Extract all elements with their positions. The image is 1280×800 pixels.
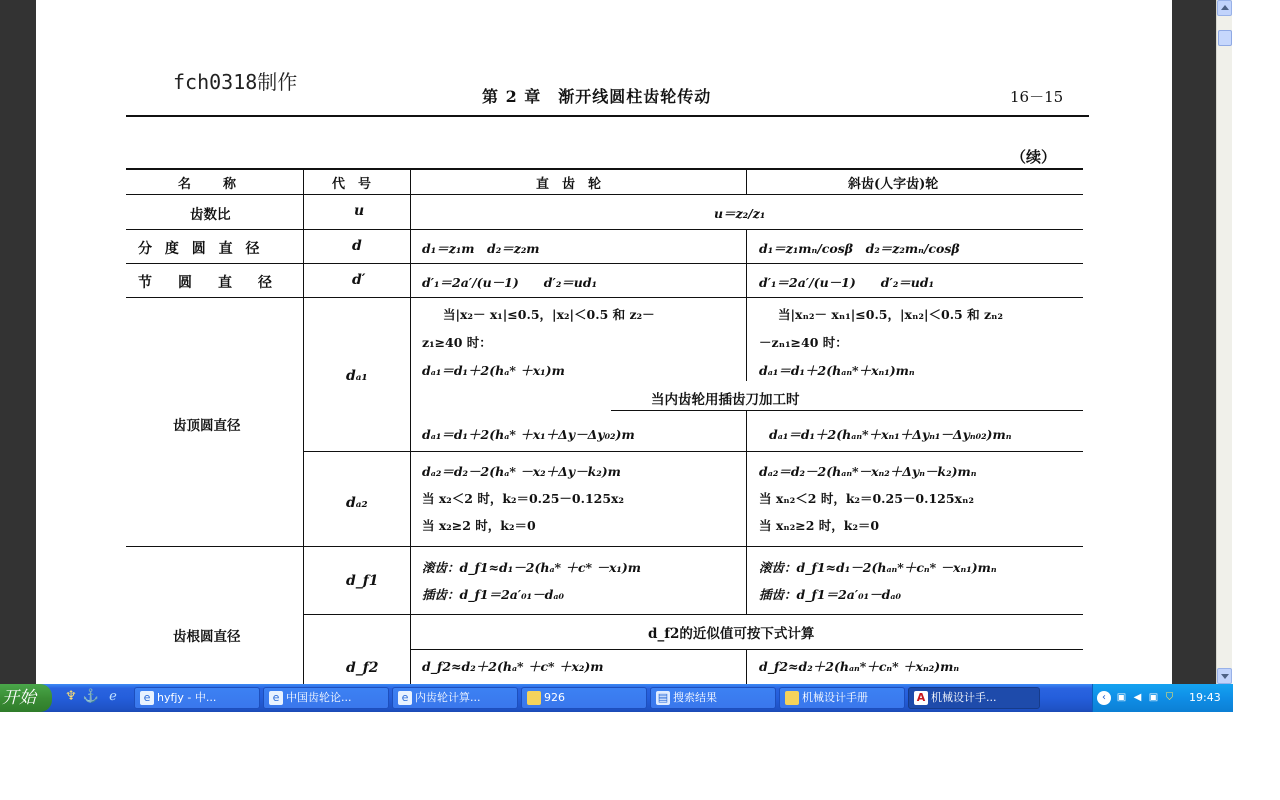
clock[interactable]: 19:43 <box>1189 691 1221 704</box>
left-page-margin <box>0 0 36 684</box>
system-tray <box>1092 684 1233 712</box>
taskbar-button-handbook-folder[interactable] <box>779 687 905 709</box>
taskbar-button-search-results[interactable] <box>650 687 776 709</box>
row-code-pitch-diameter: d′ <box>352 272 366 288</box>
right-page-margin <box>1172 0 1216 684</box>
table-rule <box>126 194 1083 195</box>
taskbar-button-internal-gear-calc[interactable] <box>392 687 518 709</box>
spur-df1-hobbing: 滚齿：d_f1≈d₁－2(hₐ* ＋c* －x₁)m <box>422 560 642 575</box>
task-label: 内齿轮计算... <box>415 691 481 704</box>
spur-df1-shaping: 插齿：d_f1＝2a′₀₁－dₐ₀ <box>422 587 564 602</box>
row-name-pitch-diameter: 节 圆 直 径 <box>138 275 278 291</box>
pdf-icon: A <box>914 691 928 705</box>
table-rule <box>303 168 304 684</box>
row-code-da2: dₐ₂ <box>346 495 368 511</box>
scroll-down-button[interactable] <box>1217 668 1232 684</box>
spur-da2-condition-1: 当 x₂＜2 时，k₂＝0.25－0.125x₂ <box>422 491 624 506</box>
scroll-thumb[interactable] <box>1218 30 1232 46</box>
show-hidden-icons-chevron-icon[interactable]: ‹ <box>1097 691 1111 705</box>
continued-label: （续） <box>1011 148 1057 166</box>
quicklaunch-app-icon[interactable]: ♆ <box>65 689 77 704</box>
chevron-up-icon <box>1221 5 1229 10</box>
chapter-title: 第 2 章 渐开线圆柱齿轮传动 <box>482 87 712 106</box>
task-label: 中国齿轮论... <box>286 691 352 704</box>
taskbar-button-folder-926[interactable] <box>521 687 647 709</box>
helical-da2-formula: dₐ₂＝d₂－2(hₐₙ*－xₙ₂＋Δyₙ－k₂)mₙ <box>759 464 977 479</box>
ie-icon: e <box>269 691 283 705</box>
spur-pitch-diameter: d′₁＝2a′/(u－1) d′₂＝ud₁ <box>422 275 598 290</box>
row-code-df2: d_f2 <box>346 660 379 676</box>
vertical-scrollbar[interactable] <box>1216 0 1232 684</box>
quicklaunch-ie-icon[interactable]: ℯ <box>109 689 117 704</box>
ratio-formula: u＝z₂/z₁ <box>714 206 766 221</box>
row-name-reference-diameter: 分 度 圆 直 径 <box>138 241 264 257</box>
volume-icon[interactable]: ◀ <box>1133 692 1142 703</box>
page-number: 16－15 <box>1010 88 1064 106</box>
row-name-root-diameter: 齿根圆直径 <box>173 629 241 645</box>
helical-da1-condition-line1: 当|xₙ₂－ xₙ₁|≤0.5，|xₙ₂|＜0.5 和 zₙ₂ <box>778 307 1004 322</box>
row-name-ratio: 齿数比 <box>190 207 231 223</box>
taskbar-button-handbook-pdf[interactable] <box>908 687 1040 709</box>
helical-df2-formula: d_f2≈d₂＋2(hₐₙ*＋cₙ* ＋xₙ₂)mₙ <box>759 659 960 674</box>
spur-da1-condition-line1: 当|x₂－ x₁|≤0.5，|x₂|＜0.5 和 z₂－ <box>443 307 655 322</box>
task-label: 机械设计手... <box>931 691 997 704</box>
task-label: 926 <box>544 691 565 704</box>
task-label: 搜索结果 <box>673 691 717 704</box>
table-rule <box>303 451 1083 452</box>
helical-da1-condition-line2: －zₙ₁≥40 时： <box>759 335 848 350</box>
column-header-helical: 斜齿(人字齿)轮 <box>848 177 939 192</box>
document-page <box>36 0 1172 684</box>
column-header-spur: 直 齿 轮 <box>536 177 602 192</box>
table-rule <box>303 614 1083 615</box>
table-rule <box>126 297 1083 298</box>
table-rule <box>126 229 1083 230</box>
start-button[interactable]: 开始 <box>0 684 52 712</box>
ie-icon: e <box>398 691 412 705</box>
taskbar <box>0 684 1232 712</box>
column-header-code: 代 号 <box>332 177 372 192</box>
table-rule <box>746 229 747 381</box>
helical-da2-condition-1: 当 xₙ₂＜2 时，k₂＝0.25－0.125xₙ₂ <box>759 491 974 506</box>
row-code-reference-diameter: d <box>352 238 362 254</box>
task-label: hyfjy - 中... <box>157 691 217 704</box>
table-rule <box>611 410 1083 411</box>
network-icon[interactable]: ▣ <box>1116 692 1127 703</box>
spur-da1-shaper-formula: dₐ₁＝d₁＋2(hₐ* ＋x₁＋Δy－Δy₀₂)m <box>422 427 635 442</box>
table-rule <box>126 263 1083 264</box>
row-code-ratio: u <box>354 203 365 219</box>
watermark-text: fch0318制作 <box>173 70 298 94</box>
helical-da1-shaper-formula: dₐ₁＝d₁＋2(hₐₙ*＋xₙ₁＋Δyₙ₁－Δyₙ₀₂)mₙ <box>769 427 1012 442</box>
task-label: 机械设计手册 <box>802 691 868 704</box>
spur-df2-formula: d_f2≈d₂＋2(hₐ* ＋c* ＋x₂)m <box>422 659 604 674</box>
network-status-icon[interactable]: ▣ <box>1148 692 1159 703</box>
table-rule <box>746 168 747 195</box>
table-rule <box>746 410 747 615</box>
folder-icon <box>527 691 541 705</box>
helical-reference-diameter: d₁＝z₁mₙ/cosβ d₂＝z₂mₙ/cosβ <box>759 241 960 256</box>
df2-approx-note: d_f2的近似值可按下式计算 <box>648 626 815 642</box>
row-code-da1: dₐ₁ <box>346 368 368 384</box>
table-rule <box>126 546 453 547</box>
spur-reference-diameter: d₁＝z₁m d₂＝z₂m <box>422 241 540 256</box>
scroll-up-button[interactable] <box>1217 0 1232 16</box>
column-header-name: 名 称 <box>178 177 239 192</box>
ie-icon: e <box>140 691 154 705</box>
spur-da1-condition-line2: z₁≥40 时： <box>422 335 492 350</box>
table-rule <box>410 168 411 684</box>
row-code-df1: d_f1 <box>346 573 379 589</box>
quicklaunch-anchor-icon[interactable]: ⚓ <box>82 689 100 704</box>
shaper-note: 当内齿轮用插齿刀加工时 <box>651 392 800 408</box>
chevron-down-icon <box>1221 674 1229 679</box>
header-rule <box>126 115 1089 117</box>
table-rule <box>126 168 1083 170</box>
helical-df1-hobbing: 滚齿：d_f1≈d₁－2(hₐₙ*＋cₙ* －xₙ₁)mₙ <box>759 560 997 575</box>
helical-df1-shaping: 插齿：d_f1＝2a′₀₁－dₐ₀ <box>759 587 901 602</box>
row-name-tip-diameter: 齿顶圆直径 <box>173 418 241 434</box>
spur-da2-formula: dₐ₂＝d₂－2(hₐ* －x₂＋Δy－k₂)m <box>422 464 621 479</box>
folder-icon <box>785 691 799 705</box>
search-window-icon: ▤ <box>657 691 669 704</box>
taskbar-button-hyfjy[interactable] <box>134 687 260 709</box>
helical-pitch-diameter: d′₁＝2a′/(u－1) d′₂＝ud₁ <box>759 275 935 290</box>
spur-da2-condition-2: 当 x₂≥2 时，k₂＝0 <box>422 518 536 533</box>
helical-da1-formula: dₐ₁＝d₁＋2(hₐₙ*＋xₙ₁)mₙ <box>759 363 915 378</box>
taskbar-button-gear-forum[interactable] <box>263 687 389 709</box>
security-shield-icon[interactable]: ⛉ <box>1165 692 1174 703</box>
spur-da1-formula: dₐ₁＝d₁＋2(hₐ* ＋x₁)m <box>422 363 565 378</box>
table-rule <box>746 649 747 684</box>
helical-da2-condition-2: 当 xₙ₂≥2 时，k₂＝0 <box>759 518 880 533</box>
